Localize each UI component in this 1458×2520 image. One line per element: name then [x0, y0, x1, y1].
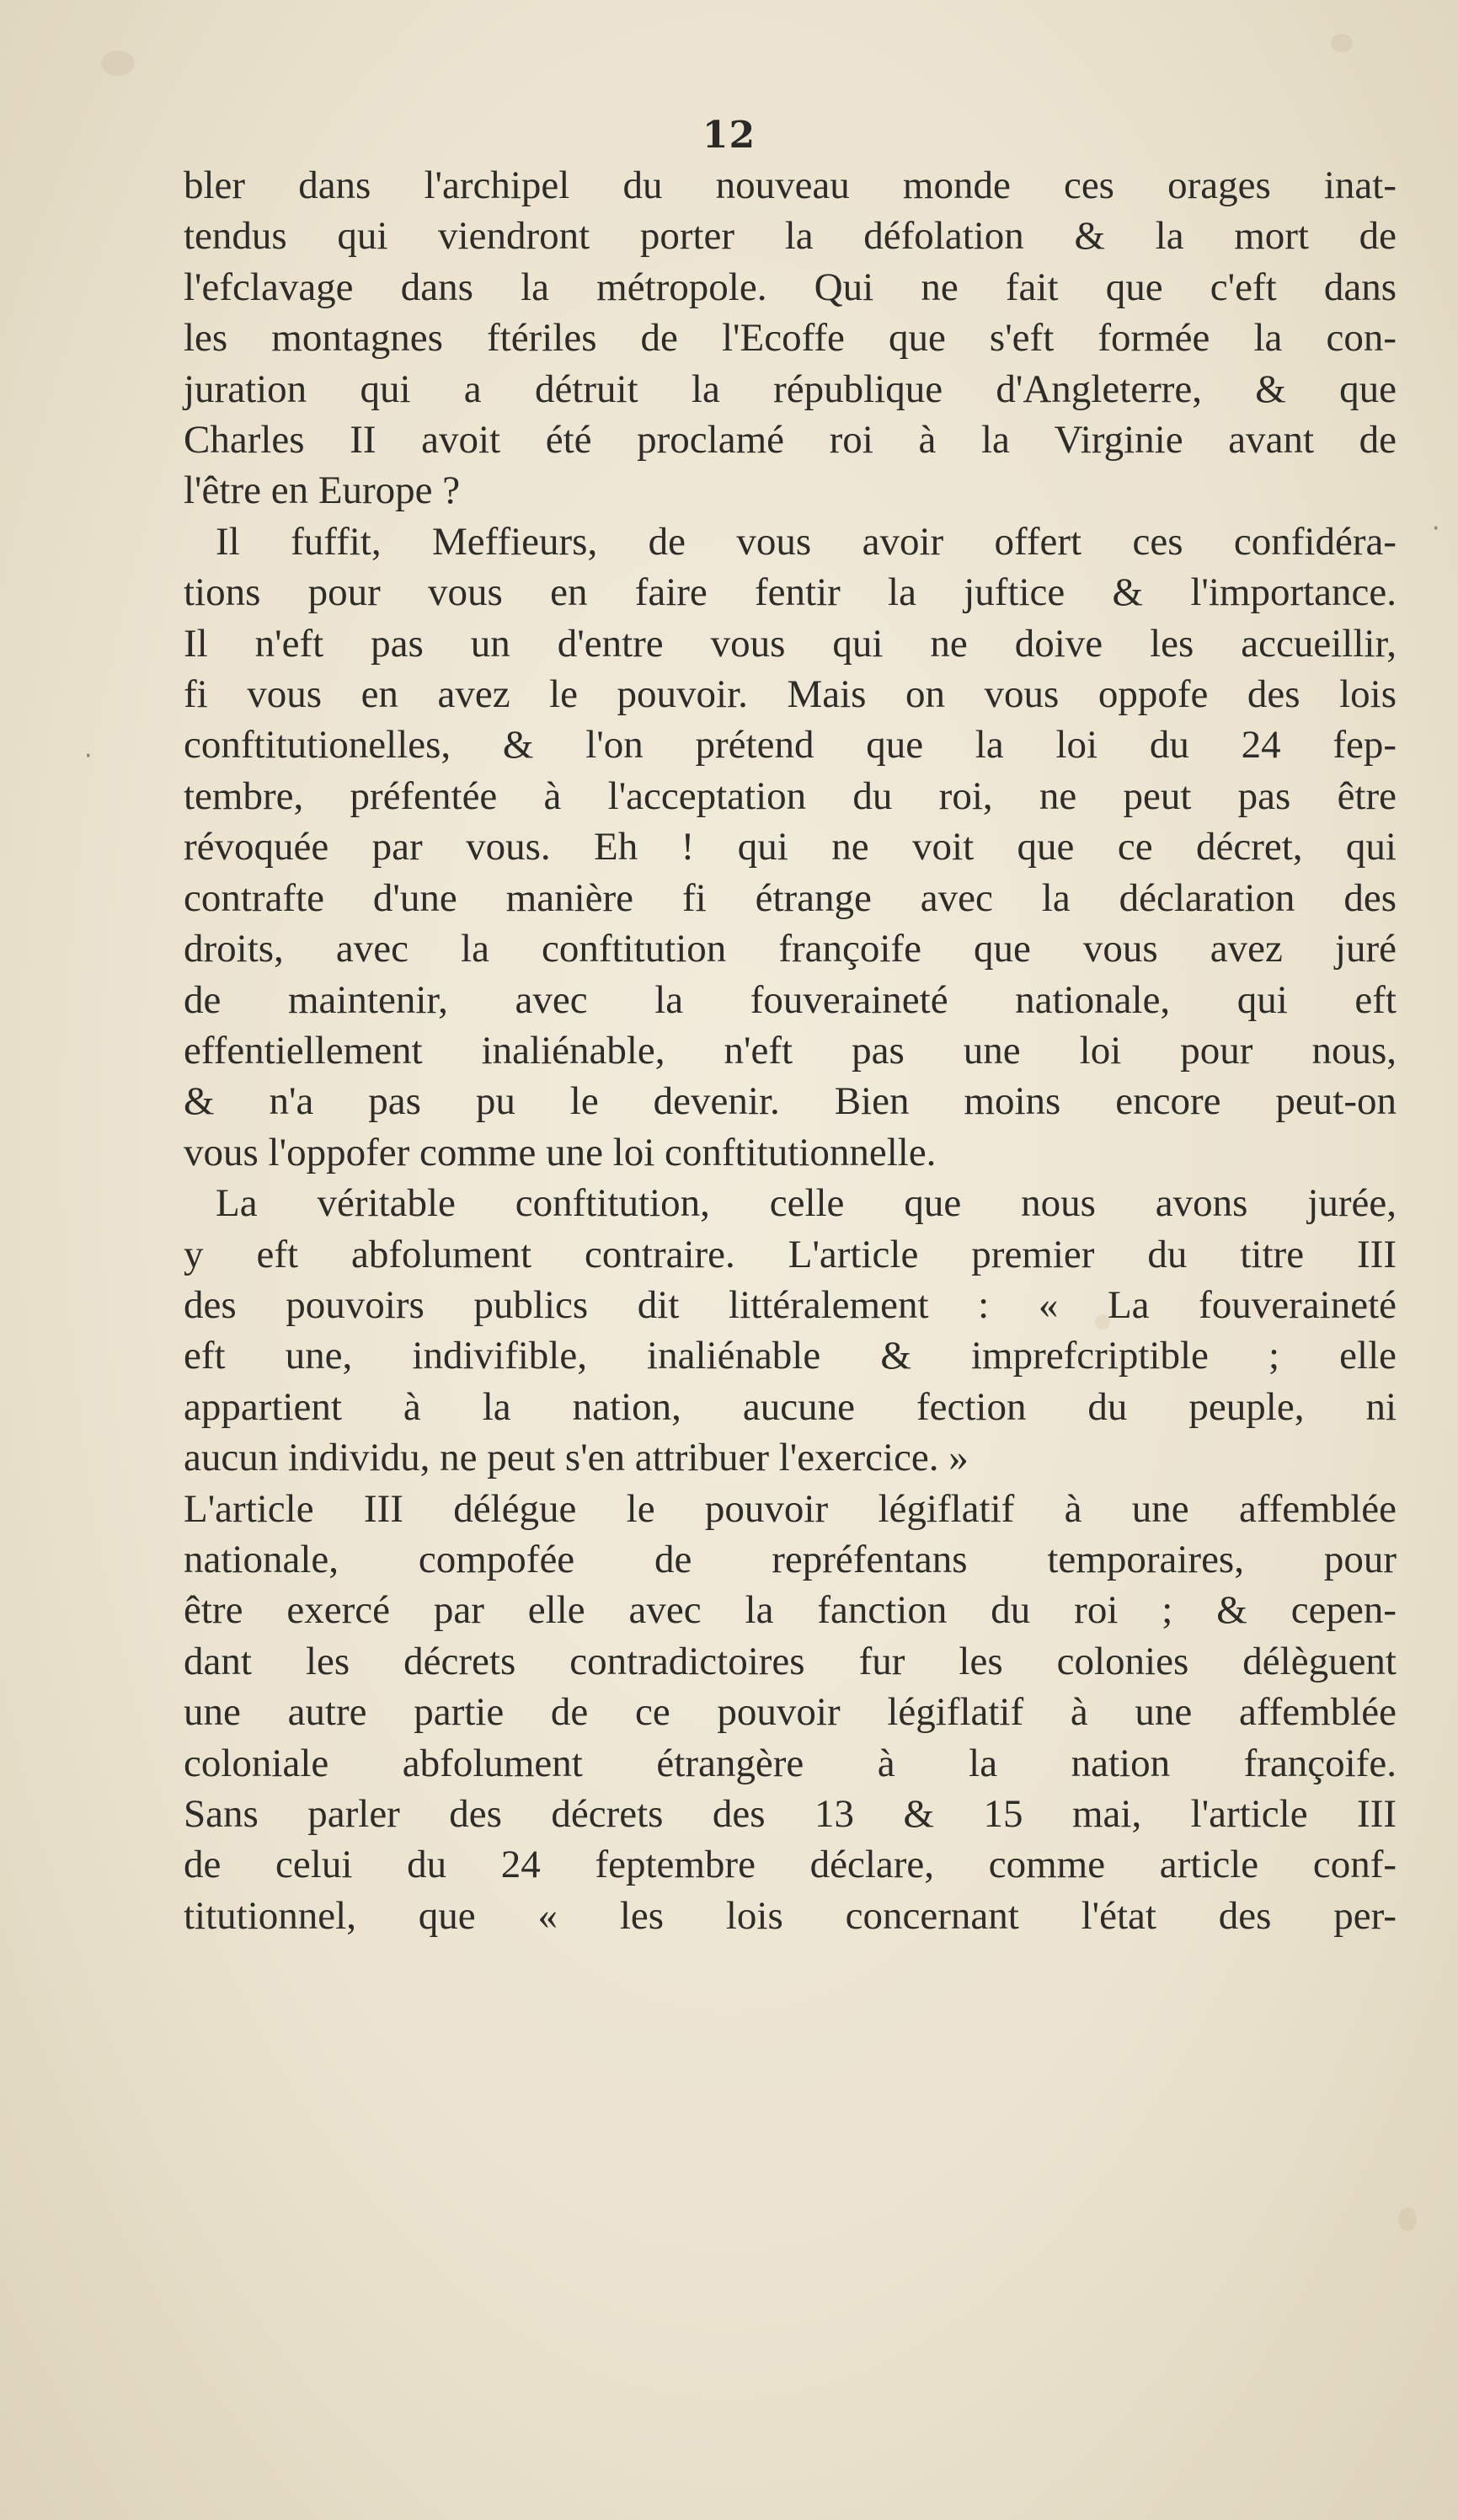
- text-line: tions pour vous en faire fentir la juftice & l'importance.: [184, 570, 1397, 615]
- text-line: Il fuffit, Meffieurs, de vous avoir offert ces confidéra-: [216, 519, 1397, 564]
- text-line: vous l'oppofer comme une loi conftitutionnelle.: [184, 1130, 937, 1174]
- text-line: juration qui a détruit la république d'Angleterre, & que: [184, 366, 1397, 411]
- text-line: une autre partie de ce pouvoir légiflatif à une affemblée: [184, 1690, 1397, 1735]
- text-line: l'efclavage dans la métropole. Qui ne fait que c'eft dans: [184, 265, 1397, 309]
- page-number: 12: [702, 114, 756, 157]
- text-line: contrafte d'une manière fi étrange avec la déclaration des: [184, 875, 1397, 920]
- paper-stain: [101, 51, 135, 76]
- text-line: Charles II avoit été proclamé roi à la Virginie avant de: [184, 418, 1397, 463]
- text-line: de maintenir, avec la fouveraineté nationale, qui eft: [184, 977, 1397, 1022]
- text-line: l'être en Europe ?: [184, 468, 461, 513]
- margin-speck: ·: [84, 741, 93, 771]
- text-line: droits, avec la conftitution françoife que vous avez juré: [184, 927, 1397, 971]
- text-line: y eft abfolument contraire. L'article premier du titre III: [184, 1232, 1397, 1276]
- text-line: L'article III délégue le pouvoir légiflatif à une affemblée: [184, 1486, 1397, 1531]
- text-line: les montagnes ftériles de l'Ecoffe que s'eft formée la con-: [184, 316, 1397, 361]
- margin-speck: ·: [1432, 514, 1440, 543]
- text-line: révoquée par vous. Eh ! qui ne voit que ce décret, qui: [184, 825, 1397, 869]
- paper-stain: [1331, 34, 1353, 52]
- text-line: nationale, compofée de repréfentans temporaires, pour: [184, 1537, 1397, 1581]
- text-line: des pouvoirs publics dit littéralement : « La fouveraineté: [184, 1282, 1397, 1327]
- text-line: aucun individu, ne peut s'en attribuer l'exercice. »: [184, 1436, 969, 1480]
- text-line: être exercé par elle avec la fanction du roi ; & cepen-: [184, 1588, 1397, 1633]
- text-line: appartient à la nation, aucune fection du peuple, ni: [184, 1384, 1397, 1429]
- text-line: bler dans l'archipel du nouveau monde ces orages inat-: [184, 163, 1397, 207]
- text-line: Sans parler des décrets des 13 & 15 mai, l'article III: [184, 1792, 1397, 1836]
- text-line: effentiellement inaliénable, n'eft pas une loi pour nous,: [184, 1028, 1397, 1073]
- paper-stain: [1398, 2207, 1417, 2231]
- text-line: fi vous en avez le pouvoir. Mais on vous oppofe des lois: [184, 672, 1397, 717]
- text-line: Il n'eft pas un d'entre vous qui ne doive les accueillir,: [184, 621, 1397, 666]
- body-text: [184, 160, 1397, 1941]
- text-line: eft une, indivifible, inaliénable & imprefcriptible ; elle: [184, 1334, 1397, 1378]
- text-line: coloniale abfolument étrangère à la nation françoife.: [184, 1741, 1397, 1785]
- text-line: tembre, préfentée à l'acceptation du roi, ne peut pas être: [184, 773, 1397, 818]
- text-line: & n'a pas pu le devenir. Bien moins encore peut-on: [184, 1079, 1397, 1124]
- text-line: tendus qui viendront porter la défolation & la mort de: [184, 214, 1397, 259]
- text-line: La véritable conftitution, celle que nous avons jurée,: [216, 1181, 1397, 1226]
- text-line: conftitutionelles, & l'on prétend que la loi du 24 fep-: [184, 723, 1397, 768]
- text-line: de celui du 24 feptembre déclare, comme article conf-: [184, 1843, 1397, 1887]
- text-line: titutionnel, que « les lois concernant l'état des per-: [184, 1893, 1397, 1938]
- text-line: dant les décrets contradictoires fur les colonies délèguent: [184, 1639, 1397, 1683]
